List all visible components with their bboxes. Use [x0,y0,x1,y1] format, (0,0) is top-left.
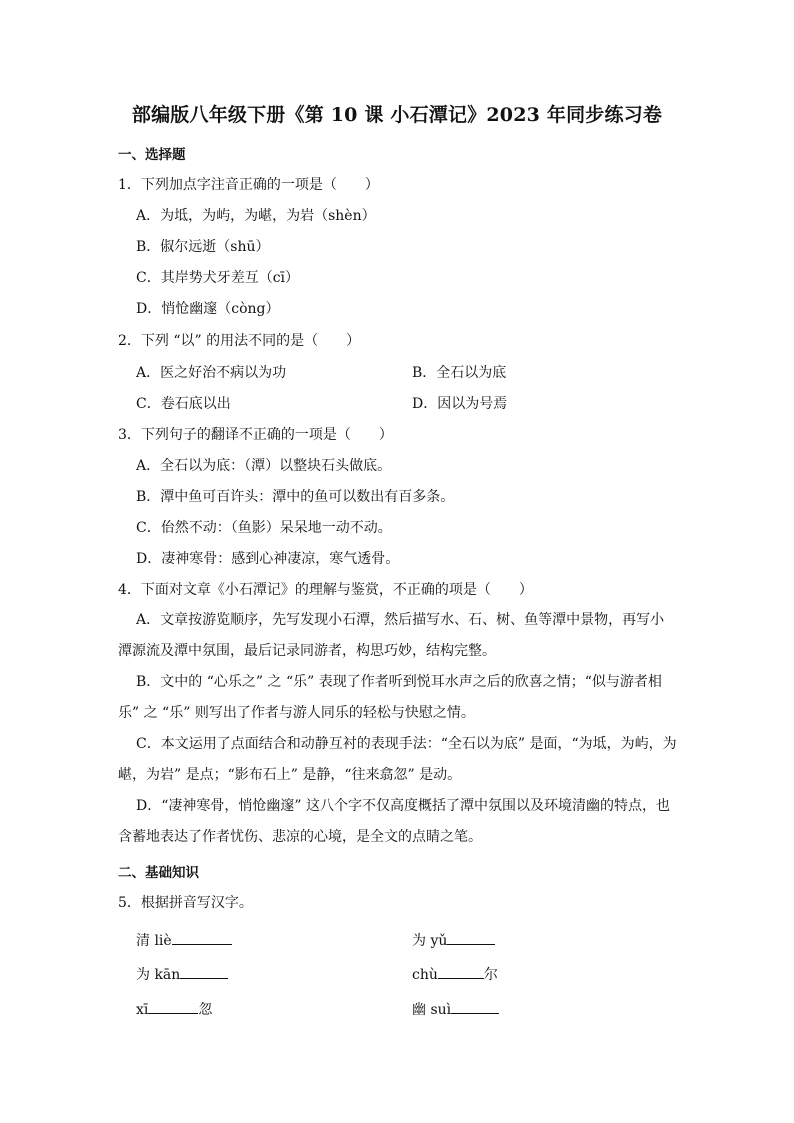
question-2-option-c: C．卷石底以出 [136,396,231,412]
pinyin-item [412,999,499,1019]
question-1-option-a: A．为坻，为屿，为嵁，为岩（shèn） [136,208,376,224]
answer-blank[interactable] [148,999,198,1014]
question-2-option-a: A．医之好治不病以为功 [136,365,287,381]
question-3-option-d: D．凄神寒骨：感到心神凄凉，寒气透骨。 [136,551,400,567]
question-3-stem: 3．下列句子的翻译不正确的一项是（ ） [118,427,393,443]
pinyin-prompt: 幽 suì [412,1002,452,1018]
question-3-option-b: B．潭中鱼可百许头：潭中的鱼可以数出有百多条。 [136,489,455,505]
pinyin-item [136,999,212,1019]
pinyin-prompt: 为 kān [136,967,181,983]
answer-blank[interactable] [180,964,228,979]
question-1-option-b: B．俶尔远逝（shū） [136,239,270,255]
answer-blank[interactable] [172,930,232,945]
question-2-option-d: D．因以为号焉 [412,396,508,412]
pinyin-item [412,930,495,950]
question-5-stem: 5．根据拼音写汉字。 [118,895,253,911]
question-4-option-c: C．本文运用了点面结合和动静互衬的表现手法：“全石以为底” 是面，“为坻，为屿，为嵁，为岩” 是点；“影布石上” 是静，“往来翕忽” 是动。 [118,736,677,783]
pinyin-prompt: chù [412,967,438,983]
pinyin-item [136,930,232,950]
question-2-option-b: B．全石以为底 [412,365,507,381]
pinyin-suffix: 尔 [483,967,498,983]
answer-blank[interactable] [438,964,484,979]
question-3-option-a: A．全石以为底：（潭）以整块石头做底。 [136,458,392,474]
section-heading-basics: 二、基础知识 [118,865,199,881]
pinyin-suffix: 忽 [198,1002,213,1018]
question-3-option-c: C．佁然不动：（鱼影）呆呆地一动不动。 [136,520,392,536]
question-4-option-a: A．文章按游览顺序，先写发现小石潭，然后描写水、石、树、鱼等潭中景物，再写小潭源流及潭中氛围，最后记录同游者，构思巧妙，结构完整。 [118,612,665,659]
pinyin-prompt: 为 yǔ [412,933,448,949]
answer-blank[interactable] [451,999,499,1014]
answer-blank[interactable] [447,930,495,945]
question-4-option-b: B．文中的 “心乐之” 之 “乐” 表现了作者听到悦耳水声之后的欣喜之情；“似与游者相乐” 之 “乐” 则写出了作者与游人同乐的轻松与快慰之情。 [118,674,662,721]
pinyin-prompt: xī [136,1002,149,1018]
question-4-option-d: D．“凄神寒骨，悄怆幽邃” 这八个字不仅高度概括了潭中氛围以及环境清幽的特点，也含蓄地表达了作者忧伤、悲凉的心境，是全文的点睛之笔。 [118,798,670,845]
pinyin-item [136,964,228,984]
question-1-option-d: D．悄怆幽邃（còng） [136,301,280,317]
pinyin-item [412,964,498,984]
question-4-stem: 4．下面对文章《小石潭记》的理解与鉴赏，不正确的项是（ ） [118,582,533,598]
pinyin-prompt: 清 liè [136,933,172,949]
page-title: 部编版八年级下册《第 10 课 小石潭记》2023 年同步练习卷 [131,104,663,126]
question-2-stem: 2．下列 “以” 的用法不同的是（ ） [118,333,361,349]
question-1-option-c: C．其岸势犬牙差互（cī） [136,270,300,286]
question-1-stem: 1．下列加点字注音正确的一项是（ ） [118,177,379,193]
section-heading-choice: 一、选择题 [118,147,186,163]
